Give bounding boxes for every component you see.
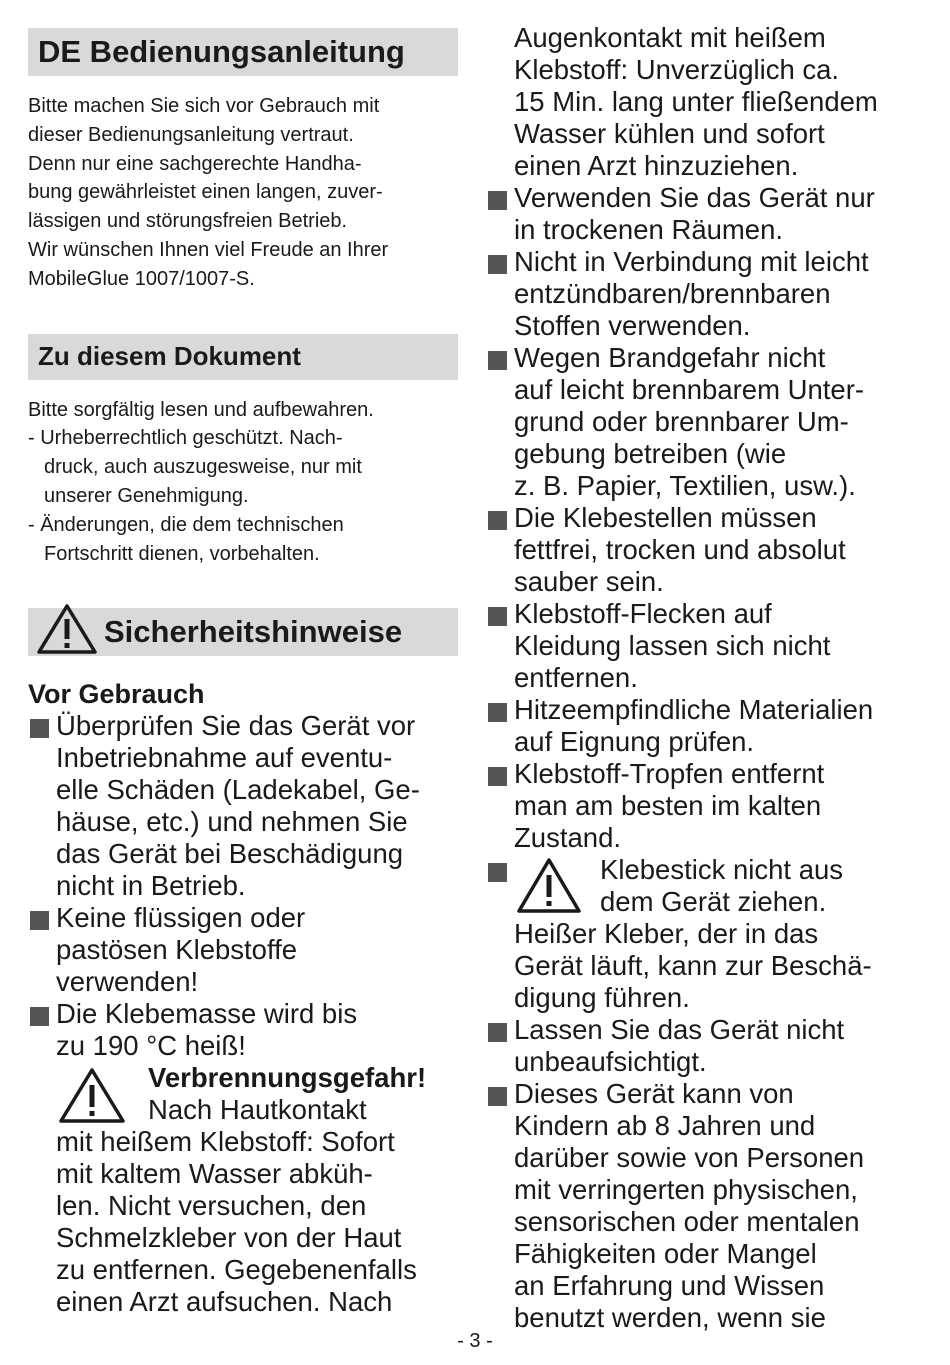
dash-item — [28, 424, 458, 510]
item-line: z. B. Papier, Textilien, usw.). — [514, 470, 856, 501]
burn-warning-continuation — [488, 22, 928, 182]
burn-warning — [28, 1062, 458, 1318]
item-line: entfernen. — [514, 662, 638, 693]
page-number: - 3 - — [457, 1330, 493, 1352]
burn-warning-title: Verbrennungsgefahr! — [148, 1062, 427, 1094]
list-item — [488, 758, 928, 854]
dash-line: - Urheberrechtlich geschützt. Nach- — [28, 427, 343, 450]
stick-warning-line: dem Gerät ziehen. — [600, 886, 827, 917]
item-line: pastösen Klebstoffe — [56, 934, 298, 966]
dash-line: - Änderungen, die dem technischen — [28, 513, 344, 536]
list-item — [488, 1078, 928, 1334]
stick-warning — [488, 854, 928, 1014]
item-line: mit verringerten physischen, — [514, 1174, 858, 1205]
item-line: Dieses Gerät kann von — [514, 1078, 794, 1109]
list-item — [28, 902, 458, 998]
subheading-vor-gebrauch: Vor Gebrauch — [28, 679, 205, 710]
item-line: in trockenen Räumen. — [514, 214, 784, 245]
continuation-line: einen Arzt hinzuziehen. — [514, 150, 799, 181]
item-line: Zustand. — [514, 822, 622, 853]
intro-line: Wir wünschen Ihnen viel Freude an Ihrer — [28, 238, 389, 261]
item-line: darüber sowie von Personen — [514, 1142, 865, 1173]
square-bullet-icon — [30, 1007, 49, 1026]
warning-triangle-icon — [58, 1066, 126, 1124]
intro-line: Bitte machen Sie sich vor Gebrauch mit — [28, 95, 380, 117]
item-line: Lassen Sie das Gerät nicht — [514, 1014, 845, 1045]
left-column — [28, 28, 458, 1318]
burn-warning-line: mit heißem Klebstoff: Sofort — [56, 1126, 395, 1158]
burn-warning-line: Schmelzkleber von der Haut — [56, 1222, 402, 1254]
intro-line: MobileGlue 1007/1007-S. — [28, 267, 255, 290]
burn-warning-line: len. Nicht versuchen, den — [56, 1190, 367, 1222]
item-line: elle Schäden (Ladekabel, Ge- — [56, 774, 420, 806]
stick-warning-line: Klebestick nicht aus — [600, 854, 844, 885]
item-line: Fähigkeiten oder Mangel — [514, 1238, 817, 1269]
square-bullet-icon — [488, 703, 507, 722]
dash-line: Fortschritt dienen, vorbehalten. — [44, 542, 320, 565]
item-line: sensorischen oder mentalen — [514, 1206, 860, 1237]
intro-line: Denn nur eine sachgerechte Handha- — [28, 152, 362, 175]
continuation-line: 15 Min. lang unter fließendem — [514, 86, 878, 117]
list-item — [488, 502, 928, 598]
square-bullet-icon — [488, 767, 507, 786]
item-line: an Erfahrung und Wissen — [514, 1270, 825, 1301]
item-line: auf leicht brennbarem Unter- — [514, 374, 865, 405]
square-bullet-icon — [488, 607, 507, 626]
square-bullet-icon — [488, 1023, 507, 1042]
item-line: zu 190 °C heiß! — [56, 1030, 246, 1062]
item-line: Klebstoff-Tropfen entfernt — [514, 758, 825, 789]
item-line: Keine flüssigen oder — [56, 902, 306, 934]
item-line: Überprüfen Sie das Gerät vor — [56, 710, 416, 742]
item-line: Klebstoff-Flecken auf — [514, 598, 772, 629]
list-item — [28, 998, 458, 1062]
item-line: fettfrei, trocken und absolut — [514, 534, 846, 565]
list-item — [488, 598, 928, 694]
intro-line: bung gewährleistet einen langen, zuver- — [28, 181, 383, 204]
item-line: verwenden! — [56, 966, 199, 998]
square-bullet-icon — [488, 1087, 507, 1106]
intro-line: dieser Bedienungsanleitung vertraut. — [28, 123, 354, 146]
item-line: Wegen Brandgefahr nicht — [514, 342, 826, 373]
square-bullet-icon — [488, 511, 507, 530]
list-item — [488, 246, 928, 342]
dash-line: unserer Genehmigung. — [44, 484, 249, 507]
document-line: Bitte sorgfältig lesen und aufbewahren. — [28, 398, 374, 421]
item-line: nicht in Betrieb. — [56, 870, 246, 902]
left-bullet-list — [28, 710, 458, 1318]
continuation-line: Klebstoff: Unverzüglich ca. — [514, 54, 840, 85]
list-item — [488, 182, 928, 246]
list-item — [488, 694, 928, 758]
item-line: benutzt werden, wenn sie — [514, 1302, 826, 1333]
item-line: gebung betreiben (wie — [514, 438, 787, 469]
item-line: Die Klebemasse wird bis — [56, 998, 358, 1030]
intro-text — [28, 92, 458, 294]
heading-zu-diesem-dokument: Zu diesem Dokument — [28, 334, 458, 380]
square-bullet-icon — [488, 351, 507, 370]
heading-sicherheitshinweise — [28, 608, 458, 656]
list-item — [28, 710, 458, 902]
item-line: Stoffen verwenden. — [514, 310, 751, 341]
continuation-line: Augenkontakt mit heißem — [514, 22, 826, 53]
burn-warning-line: einen Arzt aufsuchen. Nach — [56, 1286, 393, 1318]
item-line: auf Eignung prüfen. — [514, 726, 755, 757]
document-text — [28, 396, 458, 569]
square-bullet-icon — [488, 191, 507, 210]
item-line: Die Klebestellen müssen — [514, 502, 817, 533]
list-item — [488, 342, 928, 502]
item-line: sauber sein. — [514, 566, 664, 597]
square-bullet-icon — [488, 863, 507, 882]
warning-triangle-icon — [516, 856, 582, 914]
square-bullet-icon — [30, 719, 49, 738]
item-line: man am besten im kalten — [514, 790, 822, 821]
item-line: Nicht in Verbindung mit leicht — [514, 246, 869, 277]
item-line: Kleidung lassen sich nicht — [514, 630, 831, 661]
warning-triangle-icon — [36, 603, 98, 653]
item-line: entzündbaren/brennbaren — [514, 278, 831, 309]
square-bullet-icon — [30, 911, 49, 930]
continuation-line: Wasser kühlen und sofort — [514, 118, 825, 149]
stick-warning-line: Gerät läuft, kann zur Beschä- — [514, 950, 872, 981]
intro-line: lässigen und störungsfreien Betrieb. — [28, 210, 348, 233]
stick-warning-line: digung führen. — [514, 982, 690, 1013]
item-line: Verwenden Sie das Gerät nur — [514, 182, 875, 213]
stick-warning-line: Heißer Kleber, der in das — [514, 918, 819, 949]
square-bullet-icon — [488, 255, 507, 274]
right-column — [488, 22, 928, 1334]
dash-item — [28, 511, 458, 569]
item-line: unbeaufsichtigt. — [514, 1046, 707, 1077]
list-item — [488, 1014, 928, 1078]
burn-warning-line: mit kaltem Wasser abküh- — [56, 1158, 373, 1190]
item-line: Hitzeempfindliche Materialien — [514, 694, 874, 725]
dash-line: druck, auch auszugesweise, nur mit — [44, 456, 362, 479]
burn-warning-line: zu entfernen. Gegebenenfalls — [56, 1254, 417, 1286]
heading-sicherheitshinweise-text: Sicherheitshinweise — [104, 614, 403, 650]
heading-bedienungsanleitung: DE Bedienungsanleitung — [28, 28, 458, 76]
item-line: Kindern ab 8 Jahren und — [514, 1110, 816, 1141]
item-line: Inbetriebnahme auf eventu- — [56, 742, 393, 774]
burn-warning-line: Nach Hautkontakt — [148, 1094, 367, 1126]
item-line: das Gerät bei Beschädigung — [56, 838, 404, 870]
item-line: häuse, etc.) und nehmen Sie — [56, 806, 408, 838]
item-line: grund oder brennbarer Um- — [514, 406, 849, 437]
